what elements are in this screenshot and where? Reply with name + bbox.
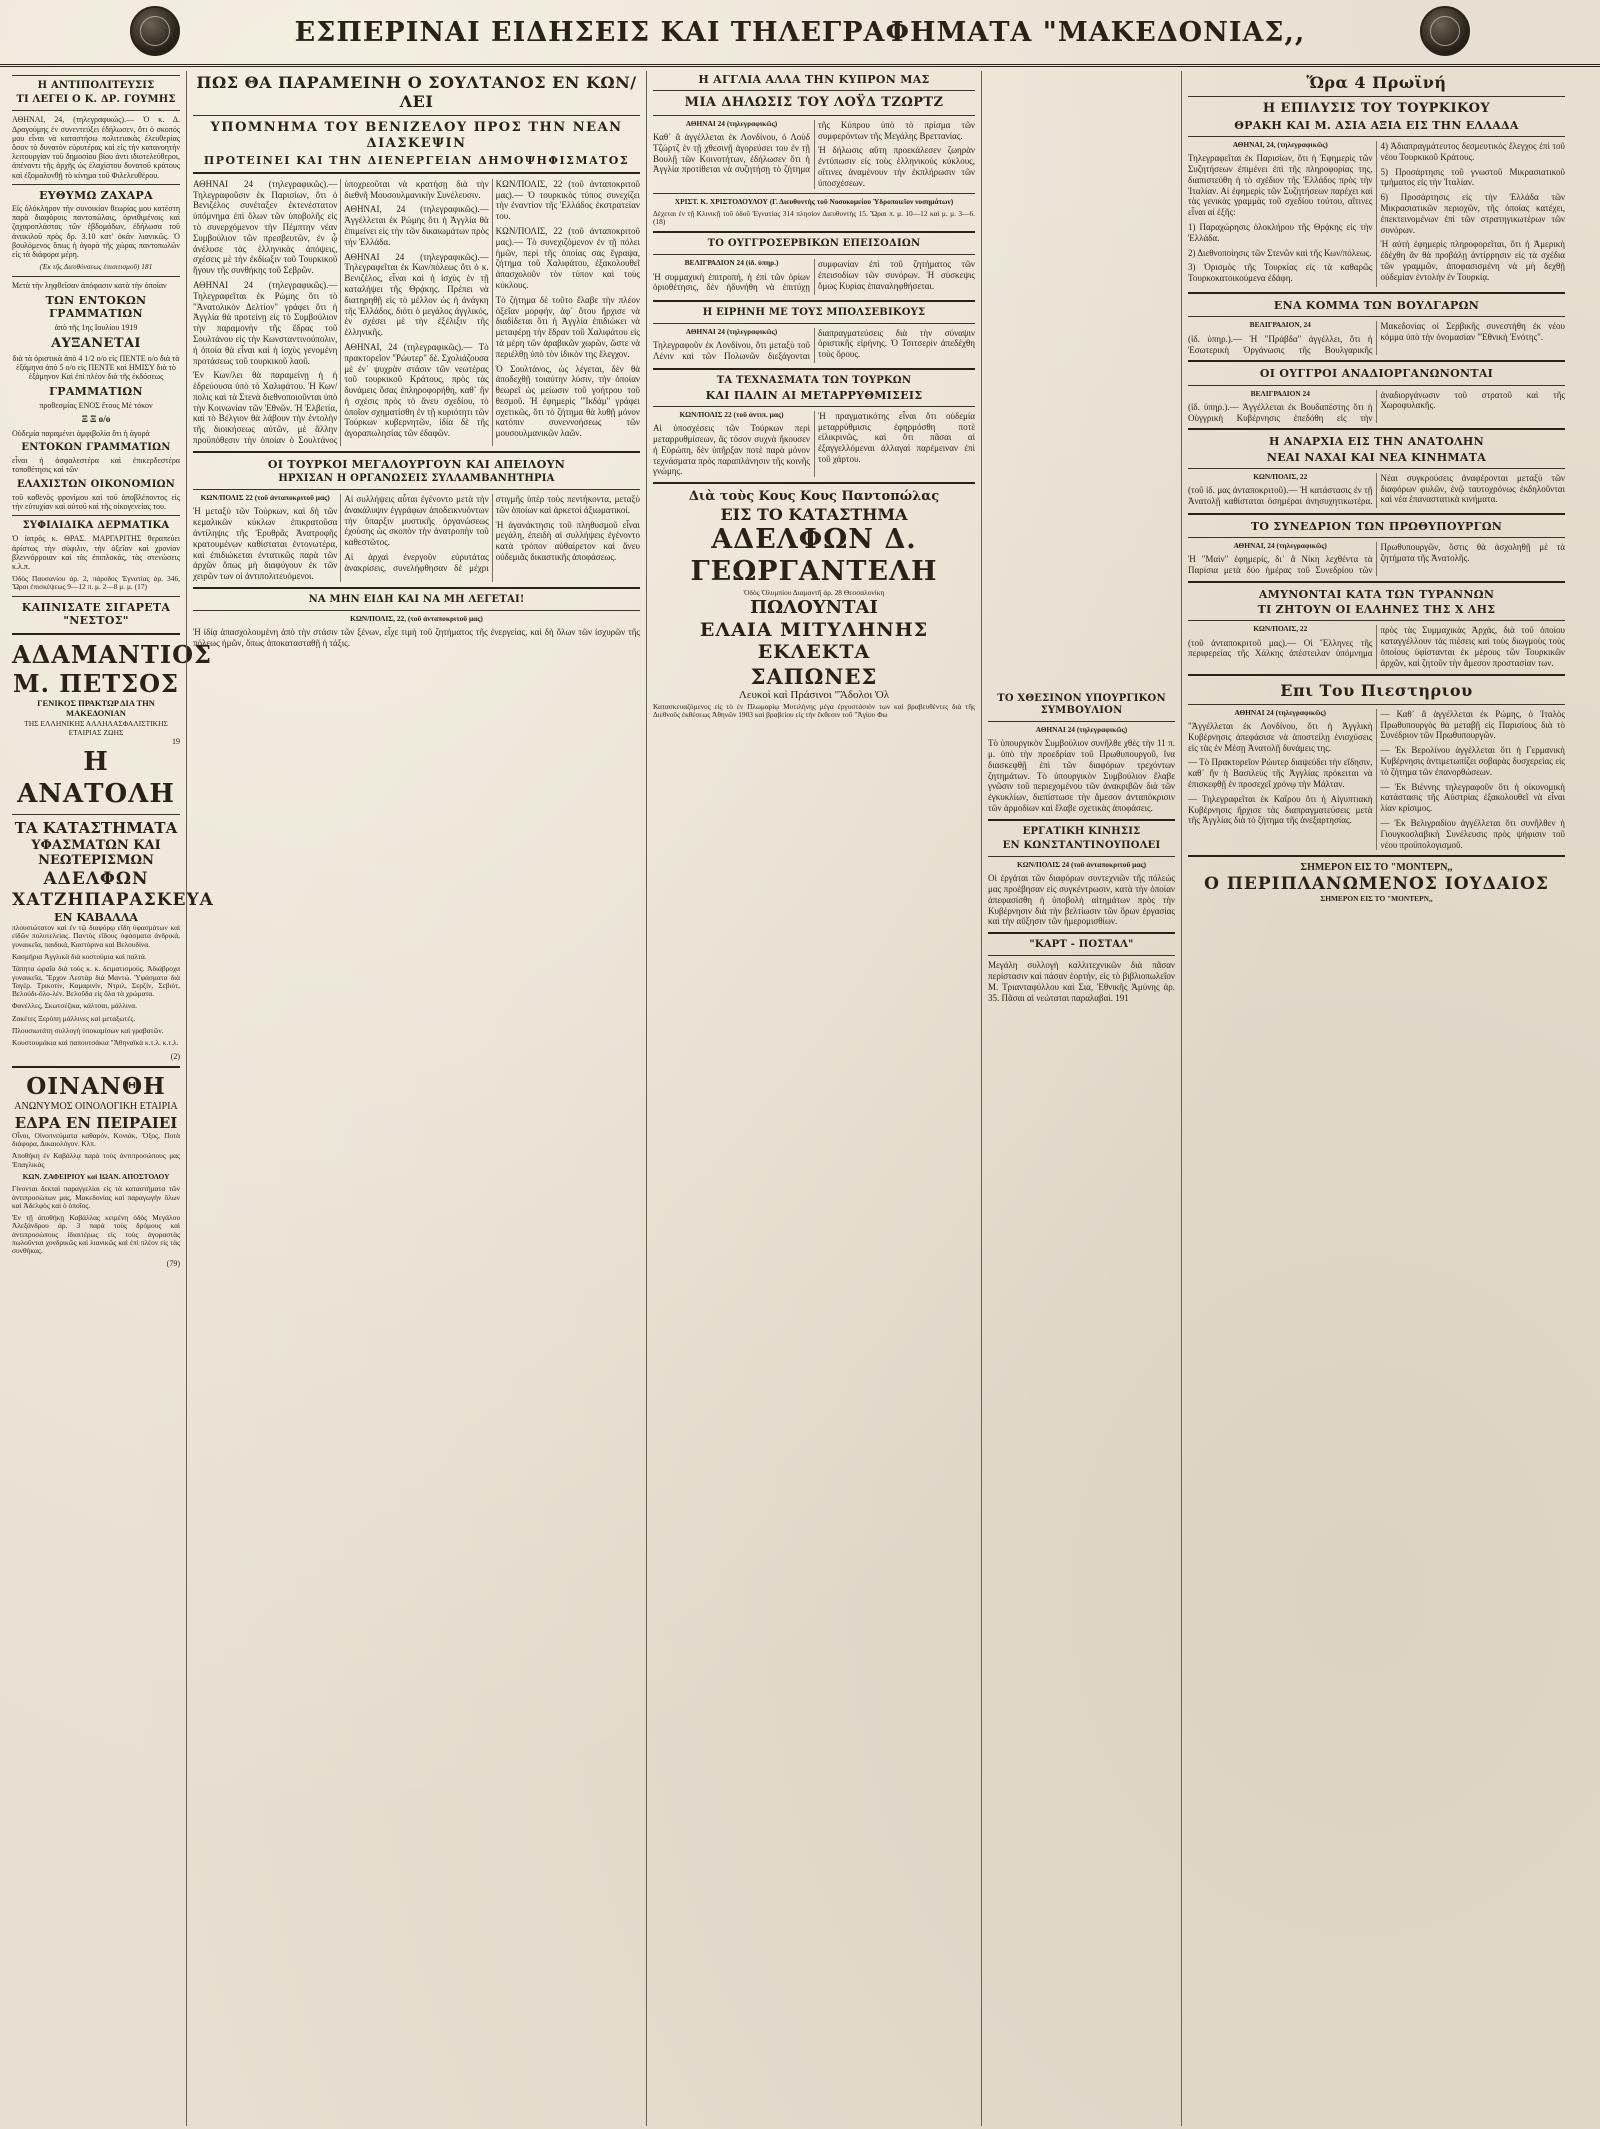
cyprus-para-2: Ἡ δήλωσις αὕτη προεκάλεσεν ζωηρὰν ἐντύπωσιν εἰς τοὺς ἑλληνικοὺς κύκλους, οἵτινες ἀναμένουν τὴν ἐκπλήρωσιν τῶν ὑποσχέσεων.: [818, 145, 975, 188]
lead-para-8: ΚΩΝ/ΠΟΛΙΣ, 22 (τοῦ ἀνταποκριτοῦ μας).— Τὸ συνεχιζόμενον ἐν τῇ πόλει ἡμῶν, περὶ τῆς ὁποίας σας ἔγραψα, ζήτημα τοῦ Χαλιφάτου, ἐξακολουθεῖ ἀπασχολοῦν τὸν τύπον καὶ τοὺς κύκλους.: [495, 225, 640, 290]
turks-subheadline: ΗΡΧΙΣΑΝ Η ΟΡΓΑΝΩΣΕΙΣ ΣΥΛΛΑΜΒΑΝΗΤΗΡΙΑ: [278, 473, 555, 485]
ad-anatoli-p6: Πλουσιωτάτη συλλογὴ ὑποκαμίσων καὶ γραβατῶν.: [12, 1025, 164, 1035]
stop-press-item-5: — Ἐκ Βερολίνου ἀγγέλλεται ὅτι ἡ Γερμανικὴ Κυβέρνησις ἀντιμετωπίζει σοβαρὰς δυσχερείας εἰς τὸ ζήτημα τῶν ἐπανορθώσεων.: [1380, 745, 1565, 777]
lead-para-9: Τὸ ζήτημα δὲ τοῦτο ἔλαβε τὴν πλέον ὀξεῖαν μορφήν, ἀφ᾽ ὅτου ἤρχισε νὰ διαδίδεται ὅτι ἡ Ἀγγλία ἐπιδιώκει νὰ μεταφέρῃ τὴν ἕδραν τοῦ Χαλιφάτου εἰς τὰ μέρη τῶν ἀραβικῶν χωρῶν, ὥστε νὰ περιέλθῃ ὑπὸ τὸν ἰδικὸν της ἔλεγχον.: [495, 294, 640, 359]
col1-para-2: Εἰς ὁλόκληρον τὴν συνοικίαν θεωρίας μου κατέστη παρὰ διαφόροις παντοπώλαις, ὀρνιθιμένοις καὶ ζαχαροπλάστας τῶν ἑβδομάδων, ἐδήλωσα τοῦ ἀνιικιλοῦ πρὸς δρ. 3.10 κατ' ὀκᾶν λιανικῶς. Ὁ βουλόμενος ὅπως ἡ ἀγορὰ τῆς χώρας παντοπωλῶν εἰς τὰ διάφορα μέρη.: [12, 204, 180, 260]
col1-head-grammation-2: ΓΡΑΜΜΑΤΙΩΝ: [49, 385, 143, 399]
ad-anatoli-p3: Τάπητα ὡραῖα διὰ τοὺς κ. κ. δειματισμούς. Ἀδιάβροχα γυναικεῖα, Ἔρχον Λεστὰρ διὰ Μαντώ. Ὑφάσματα διὰ Ταγέρ. Τρικοτίν, Καμαρινίν, Ντριλ, Σερζίν, Σεβιὸτ, Βελούδι-ὅλο-λέν. Βελοῦδα εἰς ὅλα τὰ χρώματα.: [12, 964, 180, 999]
ad-anatoli-p1: πλουσιώτατον καὶ ἐν τῷ διαφόρῳ εἴδη ὑφασμάτων καὶ εἰδῶν πολυτελείας. Παντὸς εἴδους ὑφάσματα ἀνδρικά, γυναικεῖα, παιδικά, Καστόρινα καὶ Βελουδίνα.: [12, 923, 180, 949]
col1-para-9: εἶναι ἡ ἀσφαλεστέρα καὶ ἐπικερδεστέρα τοποθέτησις καὶ τῶν: [12, 456, 180, 475]
turks-dateline: ΚΩΝ/ΠΟΛΙΣ 22 (τοῦ ἀνταποκριτοῦ μας): [200, 493, 330, 503]
page-columns: [0, 67, 1600, 2126]
cyprus-subheadline: ΜΙΑ ΔΗΛΩΣΙΣ ΤΟΥ ΛΟΫΔ ΤΖΩΡΤΖ: [684, 95, 944, 111]
turkish-point-3: 3) Ὁρισμὸς τῆς Τουρκίας εἰς τὰ καθαρῶς Τουρκοκατοικούμενα ἐδάφη.: [1188, 262, 1373, 284]
reforms-para-1: Αἱ ὑποσχέσεις τῶν Τούρκων περὶ μεταρρυθμίσεων, ἃς τόσον συχνὰ ἤκουσεν ἡ Εὐρώπη, δὲν ὑπῆρξαν ποτὲ παρὰ μόνον τεχνάσματα πρὸς παραπλάνησιν τῆς κοινῆς γνώμης.: [653, 423, 810, 477]
cyprus-dateline: ΑΘΗΝΑΙ 24 (τηλεγραφικῶς): [685, 118, 778, 128]
ad-georgantelis-body: Κατασκευαζόμενος εἰς τὸ ἐν Πλωμαρίῳ Μυτιλήνης μέγα ἐργοστάσιόν των καὶ βραβευθέντες διὰ τῆς Διεθνοῦς ἐκθέσεως Ἀθηνῶν 1903 καὶ βραβείου εἰς τὴν ἔκθεσιν τοῦ "Ἁγίου Φω: [653, 701, 975, 719]
masthead-title: ΕΣΠΕΡΙΝΑΙ ΕΙΔΗΣΕΙΣ ΚΑΙ ΤΗΛΕΓΡΑΦΗΜΑΤΑ "ΜΑΚΕΔΟΝΙΑΣ,,: [294, 16, 1306, 48]
bulgarian-party-headline: ΕΝΑ ΚΟΜΜΑ ΤΩΝ ΒΟΥΛΓΑΡΩΝ: [1273, 299, 1480, 313]
thrace-headline: ΘΡΑΚΗ ΚΑΙ Μ. ΑΣΙΑ ΑΞΙΑ ΕΙΣ ΤΗΝ ΕΛΛΑΔΑ: [1234, 118, 1519, 132]
stop-press-item-4: — Καθ᾽ ἃ ἀγγέλλεται ἐκ Ρώμης, ὁ Ἰταλὸς Πρωθυπουργὸς θὰ μεταβῇ εἰς Παρισίους διὰ τὸ Συνέδριον τῶν Πρωθυπουργῶν.: [1380, 708, 1565, 741]
bolsheviks-para-1: Τηλεγραφοῦν ἐκ Λονδίνου, ὅτι μεταξὺ τοῦ Λένιν καὶ τῶν Πολωνῶν διεξάγονται διαπραγματεύσεις διὰ τὴν σύναψιν ὁριστικῆς εἰρήνης. Ὁ Τσιτσερὶν ἀπεδέχθη τοὺς ὅρους.: [653, 327, 975, 361]
column-2: [186, 71, 646, 2126]
anarchy-dateline: ΚΩΝ/ΠΟΛΙΣ, 22: [1253, 471, 1308, 481]
ad-soaps: ΣΑΠΩΝΕΣ: [750, 664, 878, 690]
ad-for-sale: ΠΩΛΟΥΝΤΑΙ: [750, 596, 878, 618]
lead-subheadline: ΥΠΟΜΝΗΜΑ ΤΟΥ ΒΕΝΙΖΕΛΟΥ ΠΡΟΣ ΤΗΝ ΝΕΑΝ ΔΙΑΣΚΕΨΙΝ: [210, 120, 623, 151]
reforms-headline: ΤΑ ΤΕΧΝΑΣΜΑΤΑ ΤΩΝ ΤΟΥΡΚΩΝ: [716, 374, 912, 386]
ad-oinanthi-p1: Οἶνοι, Οἰνοπνεύματα καθαρόν, Κονιάκ, Ὄξος, Ποτὰ διάφορα, Δικαιολόγον. Κλπ.: [12, 1130, 180, 1149]
col1-para-6: διὰ τὰ ὁριστικὰ ἀπὸ 4 1/2 ο/ο εἰς ΠΕΝΤΕ ο/ο διὰ τὰ ἑξάμηνα ἀπὸ 5 ο/ο εἰς ΠΕΝΤΕ καὶ ΗΜΙΣΥ διὰ τὸ ἑξάμηνον Καὶ ἐπὶ πλέον διὰ τῆς ἐκδόσεως: [12, 353, 180, 381]
chalki-dateline: ΚΩΝ/ΠΟΛΙΣ, 22: [1253, 624, 1308, 634]
turkish-para-2: Ἡ αὐτὴ ἐφημερὶς πληροφορεῖται, ὅτι ἡ Ἀμερικὴ ἐδέχθη ἂν θὰ προβάλῃ ἀντίρρησιν εἰς τὰ σχέδια τῶν γραμμῶν, ἀποφασισμένη νὰ μὴ δεχθῇ οὐδεμίαν ἐντολὴν ἐν Τουρκίᾳ.: [1380, 239, 1565, 282]
ad-petsos-num: 19: [172, 737, 180, 747]
serbia-para-1: Ἡ συμμαχικὴ ἐπιτροπή, ἡ ἐπὶ τῶν ὁρίων ὁριοθέτησις, δὲν ἠδυνήθη νὰ ἐπιτύχῃ συμφωνίαν ἐπὶ τοῦ ζητήματος τῶν ἐπεισοδίων τῶν συνόρων. Ἡ σύσκεψις ὅμως Κυρίας ἐπαναληφθήσεται.: [653, 259, 975, 293]
congress-para-1: Ἡ "Μαὶν" ἐφημερίς, δι᾽ ἃ Νίκη λεχθέντα τὰ Παρίσια μετὰ δύο ἡμέρας τοῦ Συνεδρίου τῶν Πρωθυπουργῶν, ὅστις θὰ ἀσχοληθῇ μὲ τὰ ζητήματα τῆς Ἀνατολῆς.: [1188, 542, 1565, 576]
ad-store-header: ΕΙΣ ΤΟ ΚΑΤΑΣΤΗΜΑ: [720, 504, 908, 524]
ad-soap-colors: Λευκοὶ καὶ Πράσινοι "Ἄδολοι Ὀλ: [738, 689, 890, 702]
col1-source-note: (Ἐκ τῆς Διευθύνσεως ἐπισιτισμοῦ) 181: [39, 262, 153, 272]
col1-para-12: Ὁδὸς Παυσανίου ἀρ. 2, πάροδος Ἐγνατίας ἀρ. 346, Ὥραι ἐπισκέψεως 9—12 π. μ. 2—8 μ. μ. (17): [12, 574, 180, 592]
lead-para-5: ΑΘΗΝΑΙ 24 (τηλεγραφικῶς).— Τηλεγραφεῖται ἐκ Κων/πόλεως ὅτι ὁ κ. Βενιζέλος, εἶναι καὶ ἡ ἰσχὺς ἐν τῇ καταλήψει τῆς Θρᾴκης. Πρέπει νὰ διατηρηθῇ εἰς τὸ μέλλον ὡς ἡ ἀνάγκη τῆς Ἑλλάδος, διότι ὁ μεγάλος ἀγγλικός, ἐν σχέσει μὲ τὴν ἐξέλιξιν τῆς ἑλληνικῆς.: [344, 251, 489, 338]
hungarians-para-1: (ἰδ. ὑπηρ.).— Ἀγγέλλεται ἐκ Βουδαπέστης ὅτι ἡ Οὑγγρικὴ Κυβέρνησις ἐπεδόθη εἰς τὴν ἀναδιοργάνωσιν τοῦ στρατοῦ καὶ τῆς Χωροφυλακῆς.: [1188, 389, 1565, 423]
col1-head-antipolitefsis: Η ΑΝΤΙΠΟΛΙΤΕΥΣΙΣ: [37, 80, 155, 91]
column-1: [6, 71, 214, 2126]
ad-oinanthi-num: (79): [166, 1259, 180, 1269]
stop-press-item-2: — Τὸ Πρακτορεῖον Ρώυτερ διαψεύδει τὴν εἴδησιν, καθ᾽ ἣν ἡ Βασιλεὺς τῆς Ἀγγλίας πρόκειται νὰ ἐπισκεφθῇ ἐν προσεχεῖ χρόνῳ τὴν Μάλταν.: [1188, 757, 1373, 789]
turkish-point-1: 1) Παραχώρησις ὁλοκλήρου τῆς Θρᾴκης εἰς τὴν Ἑλλάδα.: [1188, 222, 1373, 243]
doctor-signature: ΧΡΙΣΤ. Κ. ΧΡΙΣΤΟΔΟΥΛΟΥ (Γ. Διευθυντὴς τοῦ Νοσοκομείου Ὑδροποιεῖον νοσημάτων): [674, 196, 954, 206]
ad-anatoli-title: Η ΑΝΑΤΟΛΗ: [17, 746, 175, 809]
col1-rate: Ξ Ξ ο/ο: [81, 413, 111, 424]
constantinople-para-1: Ἡ ἰδίᾳ ἀπασχολουμένη ἀπὸ τὴν στάσιν τῶν ξένων, εἶχε τιμὴ τοῦ ζητήματος τῆς ἐνεργείας, καὶ δὴ ὅλων τῶν ἰσχυρῶν τῆς πόλεως ἡμῶν, ὅπως ἀποκατασταθῇ ἡ τάξις.: [193, 627, 640, 648]
col1-para-8: Οὐδεμία παραμένει ἀμφιβολία ὅτι ἡ ἀγορὰ: [12, 428, 150, 438]
lead-para-1: ΑΘΗΝΑΙ 24 (τηλεγραφικῶς).— Τηλεγραφοῦσιν ἐκ Παρισίων, ὅτι ὁ Βενιζέλος συνέταξεν ἐκτενέστατον ὑπόμνημα ἐπὶ ὅλων τῶν ὑποβολῆς εἰς τὸ συνερχόμενον τὴν Πέμπτην νέαν Συμβούλιον τῶν πρεσβευτῶν, ἐν ᾧ ἀνέλυσε τὰς ἑλληνικὰς ἀπόψεις, σχέσεις μὲ τὴν ἐκδίωξιν τοῦ Τουρκικοῦ ἤγουν τῆς συνθήκης τοῦ Σεβρῶν.: [193, 178, 338, 276]
ad-georgantelis-address: Ὁδὸς Ὀλυμπίου Διαμαντῆ ἀρ. 28 Θεσσαλονίκη: [743, 587, 885, 597]
ad-anatoli-p5: Ζακέτες Ξερόπη μάλλινες καὶ μεταξωτές.: [12, 1013, 136, 1023]
hungarians-dateline: ΒΕΛΙΓΡΑΔΙΟΝ 24: [1250, 388, 1310, 398]
cyprus-para-1: Καθ᾽ ἃ ἀγγέλλεται ἐκ Λονδίνου, ὁ Λοὺδ Τζώρτζ ἐν τῇ χθεσινῇ ἀγορεύσει του ἐν τῇ Βουλῇ τῶν Κοινοτήτων, ἐδήλωσεν ὅτι ἡ Ἀγγλία προτίθεται νὰ συζητήσῃ τὸ ζήτημα τῆς Κύπρου ὑπὸ τὸ πρίσμα τῶν συμφερόντων τῆς Μεγάλης Βρεττανίας.: [653, 119, 975, 175]
ad-georgantelis-name: ΑΔΕΛΦΩΝ Δ. ΓΕΩΡΓΑΝΤΕΛΗ: [690, 523, 938, 588]
col1-head-entokon: ΕΝΤΟΚΩΝ ΓΡΑΜΜΑΤΙΩΝ: [21, 442, 171, 454]
cabinet-headline: ΤΟ ΧΘΕΣΙΝΟΝ ΥΠΟΥΡΓΙΚΟΝ ΣΥΜΒΟΥΛΙΟΝ: [997, 693, 1166, 716]
ad-olive-oil: ΕΛΑΙΑ ΜΙΤΥΛΗΝΗΣ ΕΚΛΕΚΤΑ: [699, 618, 929, 664]
turkish-dateline: ΑΘΗΝΑΙ, 24, (τηλεγραφικῶς): [1232, 139, 1328, 149]
hour-headline: Ὥρα 4 Πρωϊνή: [1306, 73, 1447, 92]
col1-head-cigarettes: ΚΑΠΝΙΣΑΤΕ ΣΙΓΑΡΕΤΑ "ΝΕΣΤΟΣ": [21, 600, 171, 628]
ad-anatoli-p4: Φανέλλες, Σκωτσέζικα, κάλτσαι, μάλλινα.: [12, 1001, 137, 1011]
anarchy-para-1: (τοῦ ἰδ. μας ἀνταποκριτοῦ).— Ἡ κατάστασις ἐν τῇ Ἀνατολῇ καθίσταται ὁσημέραι ἀνησυχητικωτέρα. Νέαι συγκρούσεις ἀναφέρονται μεταξὺ τῶν διαφόρων φυλῶν, ἐνῷ ταυτοχρόνως ἐκδηλοῦνται καὶ νέα ἐπαναστατικὰ κινήματα.: [1188, 472, 1565, 506]
column-5: [1181, 71, 1571, 2126]
ad-anatoli-p2: Κασμήρια Ἀγγλικὰ διὰ κοστούμια καὶ παλτά.: [12, 952, 147, 961]
stop-press-item-7: — Ἐκ Βελιγραδίου ἀγγέλλεται ὅτι συνῆλθεν ἡ Γιουγκοσλαβικὴ Συνέλευσις πρὸς ψήφισιν τοῦ νέου προϋπολογισμοῦ.: [1380, 817, 1565, 850]
turks-para-2: Αἱ συλλήψεις αὗται ἐγένοντο μετὰ τὴν ἀνακάλυψιν ἐγγράφων ἀποδεικνυόντων τὴν ὕπαρξιν μυστικῆς ὀργανώσεως ἐχούσης ὡς σκοπὸν τὴν ἀνατροπὴν τοῦ καθεστῶτος.: [344, 494, 489, 548]
congress-dateline: ΑΘΗΝΑΙ, 24 (τηλεγραφικῶς): [1233, 541, 1327, 551]
ad-oinanthi-title: ΟΙΝΑΝΘΗ: [26, 1073, 166, 1101]
constantinople-dateline: ΚΩΝ/ΠΟΛΙΣ, 22, (τοῦ ἀνταποκριτοῦ μας): [350, 613, 483, 623]
masthead: [0, 0, 1600, 67]
stop-press-headline: Επι Του Πιεστηριου: [1280, 680, 1473, 700]
constantinople-headline: ΝΑ ΜΗΝ ΕΙΔΗ ΚΑΙ ΝΑ ΜΗ ΛΕΓΕΤΑΙ!: [308, 593, 525, 605]
lead-para-3: Ἐν Κων/λει θὰ παραμείνῃ ἡ ἡ ἑδρεύουσα ὑπὸ τὸ Χαλιφάτου. Ἡ Κων/πολις καὶ τὰ Στενὰ διεθνοποιοῦνται ὑπὸ τὴν Κοινωνίαν τῶν Ἐθνῶν. Ἡ Ἑλβετία, καὶ τὸ Βέλγιον θὰ λάβουν τὴν ἐντολὴν τῆς διοικήσεως αὐτῶν, μὲ ἄλλην προϋπόθεσιν τὴν ὁποίαν ὁ Σουλτάνος ὑποχρεοῦται νὰ κρατήσῃ διὰ τὴν διεθνῆ Μουσουλμανικὴν Συνέλευσιν.: [193, 178, 489, 446]
stop-press-item-6: — Ἐκ Βιέννης τηλεγραφοῦν ὅτι ἡ οἰκονομικὴ κατάστασις τῆς Αὐστρίας ἐξακολουθεῖ νὰ εἶναι λίαν κρίσιμος.: [1380, 781, 1565, 814]
lead-para-2: ΑΘΗΝΑΙ 24 (τηλεγραφικῶς).— Τηλεγραφεῖται ἐκ Ρώμης ὅτι τὸ "Ἀνατολικὸν Δελτίον" γράφει ὅτι ἡ Ἀγγλία θὰ προτείνῃ εἰς τὸ Συμβούλιον τὴν παραμονὴν τῆς ἕδρας τοῦ Σουλτάνου εἰς τὴν Κωνσταντινούπολιν, ἡ ὁποία θὰ εἶναι καὶ ἡ ἰσχὺς γενομένη προτάσεως τοῦ τουρκικοῦ λαοῦ.: [193, 279, 338, 366]
ad-oinanthi-p5: Ἐν τῇ ἀποθήκῃ Καβάλλας κειμένη ὁδὸς Μεγάλου Ἀλεξάνδρου ἀρ. 3 παρὰ τοὺς δρόμους καὶ ἀντιπροσώπους ἰδιαιτέρως εἰς τοὺς ἀγοραστὰς πωλοῦνται χονδρικῶς καὶ λιανικῶς καὶ ἐπὶ πλέον εἰς τὰς συνθήκας.: [12, 1213, 180, 1256]
ad-anatoli-l1: ΤΑ ΚΑΤΑΣΤΗΜΑΤΑ: [14, 819, 178, 838]
ad-oinanthi-p3: ΚΩΝ. ΖΑΦΕΙΡΙΟΥ καὶ ΙΩΑΝ. ΑΠΟΣΤΟΛΟΥ: [22, 1171, 170, 1181]
col1-head-goumis: ΤΙ ΛΕΓΕΙ Ο Κ. ΔΡ. ΓΟΥΜΗΣ: [16, 94, 176, 106]
cinema-film-title: Ο ΠΕΡΙΠΛΑΝΩΜΕΝΟΣ ΙΟΥΔΑΙΟΣ: [1204, 874, 1549, 895]
emblem-left-icon: [130, 6, 180, 56]
stop-press-item-1: "Ἀγγέλλεται ἐκ Λονδίνου, ὅτι ἡ Ἀγγλικὴ Κυβέρνησις ἀπεφάσισε νὰ ἀποστείλῃ ἐνισχύσεις εἰς τὰς ἐν Μέσῃ Ἀνατολῇ δυνάμεις της.: [1188, 721, 1373, 753]
tyrants-headline: ΑΜΥΝΟΝΤΑΙ ΚΑΤΑ ΤΩΝ ΤΥΡΑΝΝΩΝ: [1258, 587, 1495, 601]
col1-para-5: ἀπὸ τῆς 1ης Ιουλίου 1919: [54, 322, 138, 332]
serbia-dateline: ΒΕΛΙΓΡΑΔΙΟΝ 24 (ἰδ. ὑπηρ.): [684, 258, 779, 268]
col1-head-dermatika: ΣΥΦΙΛΙΔΙΚΑ ΔΕΡΜΑΤΙΚΑ: [22, 520, 170, 532]
anarchy-headline: Η ΑΝΑΡΧΙΑ ΕΙΣ ΤΗΝ ΑΝΑΤΟΛΗΝ: [1269, 435, 1484, 449]
lead-para-4: ΑΘΗΝΑΙ, 24 (τηλεγραφικῶς).— Ἀγγέλλεται ἐκ Ρώμης ὅτι ἡ Ἀγγλία θὰ ἐπιμείνει εἰς τὴν τῶν δικαιωμάτων πρὸς τὴν Ἑλλάδα.: [344, 204, 489, 247]
col1-para-11: Ὁ ἰατρὸς κ. ΘΡΑΣ. ΜΑΡΓΑΡΙΤΗΣ θεραπεύει ἀρίστως τὴν σύφιλιν, τὴν ὀξεῖαν καὶ χρονίαν βλεννόρροιαν καὶ τὰς ἐπιπλοκάς, τὰς στενώσεις κ.λ.π.: [12, 534, 180, 571]
reforms-dateline: ΚΩΝ/ΠΟΛΙΣ 22 (τοῦ ἀντιπ. μας): [679, 409, 784, 419]
ad-anatoli-l2: ΥΦΑΣΜΑΤΩΝ ΚΑΙ ΝΕΩΤΕΡΙΣΜΩΝ: [31, 837, 161, 869]
column-3: [646, 71, 981, 2126]
col1-para-4: Μετὰ τὴν ληφθεῖσαν ἀπόφασιν κατὰ τὴν ὁποίαν: [12, 280, 167, 290]
ad-petsos-sub2: ΤΗΣ ΕΛΛΗΝΙΚΗΣ ΑΛΛΗΛΑΣΦΑΛΙΣΤΙΚΗΣ ΕΤΑΙΡΙΑΣ ΖΩΗΣ: [24, 718, 168, 737]
doctor-hours: Δέχεται ἐν τῇ Κλινικῇ τοῦ ὁδοῦ Ἐγνατίας 314 πλησίον Διευθυντὴς 15. Ὥραι π. μ. 10—12 καὶ μ. μ. 3—6. (18): [653, 208, 975, 227]
turkish-point-6: 6) Προσάρτησις εἰς τὴν Ἑλλάδα τῶν Μικρασιατικῶν περιοχῶν, τῆς ὁποίας κατέχει, ἐπεκτεινομένων ἐπὶ τῶν στρατηγικωτέρων τῶν συνόρων.: [1380, 192, 1565, 235]
ad-oinanthi-l2: ΕΔΡΑ ΕΝ ΠΕΙΡΑΙΕΙ: [14, 1113, 178, 1132]
hungarians-headline: ΟΙ ΟΥΓΓΡΟΙ ΑΝΑΔΙΟΡΓΑΝΩΝΟΝΤΑΙ: [1259, 367, 1494, 381]
stop-press-item-3: — Τηλεγραφεῖται ἐκ Καΐρου ὅτι ἡ Αἰγυπτιακὴ Κυβέρνησις ἤρχισε τὰς διαπραγματεύσεις μετὰ τῆς Ἀγγλίας διὰ τὸ ζήτημα τῆς ἀνεξαρτησίας.: [1188, 793, 1373, 826]
reforms-para-2: Ἡ πραγματικότης εἶναι ὅτι οὐδεμία μεταρρύθμισις ἐφηρμόσθη ποτὲ εἰλικρινῶς, καὶ ὅτι πᾶσαι αἱ ἐξαγγελλόμεναι ἀλλαγαὶ παρέμειναν ἐπὶ τοῦ χάρτου.: [818, 410, 975, 465]
bulgarian-para-1: (ἰδ. ὑπηρ.).— Ἡ "Πράβδα" ἀγγέλλει, ὅτι ἡ Ἐσωτερικὴ Ὀργάνωσις τῆς Βουλγαρικῆς Μακεδονίας οἱ Σερβικῆς συνεστήθη ἐκ νέου κόμμα ὑπὸ τὴν ὀνομασίαν "Ἐθνικὴ Ἑνότης".: [1188, 321, 1565, 355]
turkish-para-1: Τηλεγραφεῖται ἐκ Παρισίων, ὅτι ἡ Ἐφημερὶς τῶν Συζητήσεων ἐπιμένει ἐπὶ τῆς πληροφορίας της, διαπιστεύθη ἡ τὸ σχέδιον τῆς Ἑλλάδος πρὸς τὴν Ἰταλίαν. Αἱ ἐφημερὶς τῶν Συζητήσεων παρέχει καὶ τὰς γενικὰς γραμμὰς τοῦ σχεδίου τούτου, αἵτινες εἶναι αἱ ἑξῆς:: [1188, 153, 1373, 218]
turks-para-1: Ἡ μεταξὺ τῶν Τούρκων, καὶ δὴ τῶν κεμαλικῶν κύκλων ἐπικρατοῦσα ἀντίληψις τῆς Ἐρυθρᾶς Ἀνατροφῆς κρατουμένων καθίσταται ἐντονωτέρα, καὶ ἐπιδιώκεται ἐντατικῶς παρὰ τῶν ἀρχῶν ὅπως μὴ διαφύγουν ἐκ τῶν χειρῶν των οἱ ἀντιπολιτευόμενοι.: [193, 506, 338, 582]
ad-petsos-name: ΑΔΑΜΑΝΤΙΟΣ Μ. ΠΕΤΣΟΣ: [12, 639, 212, 698]
cyprus-headline: Η ΑΓΓΛΙΑ ΑΛΛΑ ΤΗΝ ΚΥΠΡΟΝ ΜΑΣ: [698, 73, 930, 86]
chalki-headline: ΤΙ ΖΗΤΟΥΝ ΟΙ ΕΛΛΗΝΕΣ ΤΗΣ Χ ΛΗΣ: [1257, 603, 1496, 617]
labour-para-1: Οἱ ἐργάται τῶν διαφόρων συντεχνιῶν τῆς πόλεώς μας προέβησαν εἰς συγκέντρωσιν, κατὰ τὴν ὁποίαν ἀπεφασίσθη ἡ ὑποβολὴ αἰτημάτων πρὸς τὴν Κυβέρνησιν διὰ τὴν βελτίωσιν τῶν ὅρων ἐργασίας καὶ τὴν αὔξησιν τῶν ἡμερομισθίων.: [988, 873, 1175, 927]
ad-anatoli-l4: ΕΝ ΚΑΒΑΛΛΑ: [54, 910, 138, 924]
ad-oinanthi-p2: Ἀποθήκη ἐν Καβάλλᾳ παρὰ τοὺς ἀντιπροσώπους μας Ἐπαγλικὰς: [12, 1151, 180, 1169]
labour-subheadline: ΕΝ ΚΩΝΣΤΑΝΤΙΝΟΥΠΟΛΕΙ: [1002, 839, 1161, 851]
col1-head-grammation: ΤΩΝ ΕΝΤΟΚΩΝ ΓΡΑΜΜΑΤΙΩΝ: [45, 293, 147, 321]
col1-head-oikonomion: ΕΛΑΧΙΣΤΩΝ ΟΙΚΟΝΟΜΙΩΝ: [16, 478, 176, 490]
postcard-para-1: Μεγάλη συλλογὴ καλλιτεχνικῶν διὰ πᾶσαν περίστασιν καὶ πάσαν ἑορτήν, εἰς τὸ βιβλιοπωλεῖον Μ. Τριανταφύλλου καὶ Σια, Ἐθνικῆς Ἀμύνης ἀρ. 35. Πᾶσαι αἱ νεώταται παραλαβαί. 191: [988, 960, 1175, 1003]
cabinet-dateline: ΑΘΗΝΑΙ 24 (τηλεγραφικῶς): [1035, 725, 1128, 734]
anarchy-subheadline: ΝΕΑΙ ΝΑΧΑΙ ΚΑΙ ΝΕΑ ΚΙΝΗΜΑΤΑ: [1266, 450, 1487, 464]
turks-headline: ΟΙ ΤΟΥΡΚΟΙ ΜΕΓΑΛΟΥΡΓΟΥΝ ΚΑΙ ΑΠΕΙΛΟΥΝ: [267, 457, 566, 471]
ad-anatoli-p7: Κουστουμάκια καὶ παπουτσάκια "Ἀθηναϊκὰ κ.τ.λ. κ.τ.λ.: [12, 1038, 179, 1048]
ad-oinanthi-sub: ΑΝΩΝΥΜΟΣ ΟΙΝΟΛΟΓΙΚΗ ΕΤΑΙΡΙΑ: [14, 1101, 178, 1113]
cabinet-para-1: Τὸ ὑπουργικὸν Συμβούλιον συνῆλθε χθὲς τὴν 11 π. μ. ὑπὸ τὴν προεδρίαν τοῦ Πρωθυπουργοῦ, ἵνα διασκεφθῇ ἐπὶ τῶν διαφόρων τρεχόντων ζητημάτων. Τὸ ὑπουργικὸν Συμβούλιον ἔλαβε γνῶσιν τοῦ περιεχομένου τῶν ἀνακριβῶν διὰ τῶν ἐγκυκλίων, διεπίστωσε τὴν ἄμεσον ἀνταπόκρισιν τῶν ἁρμοδίων καὶ ἔλαβε σχετικὰς ἀποφάσεις.: [988, 738, 1175, 814]
turkish-point-4: 4) Ἀδιαπραγμάτευτος δεσμευτικὸς ἔλεγχος ἐπὶ τοῦ νέου Τουρκικοῦ Κράτους.: [1380, 140, 1565, 162]
serbia-headline: ΤΟ ΟΥΓΓΡΟΣΕΡΒΙΚΩΝ ΕΠΕΙΣΟΔΙΩΝ: [707, 238, 921, 250]
labour-dateline: ΚΩΝ/ΠΟΛΙΣ 24 (τοῦ ἀνταποκριτοῦ μας): [1016, 859, 1147, 869]
lead-para-6: ΑΘΗΝΑΙ, 24 (τηλεγραφικῶς).— Τὸ πρακτορεῖον "Ρώυτερ" δὲ. Σχολιάζουσα μὲ ἐν᾽ ψυχρὰν στάσιν τῶν νεωτέρας τοῦ τουρκικοῦ Κράτους, πρὸς τὰς δυνάμεις ὅσας ἐπληροφορήθη, καθ᾽ ἣν ἡ σχέσις πρὸς τὸ ἄνευ σχεδίου, τὸ ὁποῖον σχηματίσθη ἐν τῇ κυριότητι τῶν Τούρκων κυβερνητῶν, ἰδία δὲ τῆς ἀγοραπωλησίας τῶν ἐδαφῶν.: [344, 341, 489, 439]
col1-head-zachara: ΕΥΘΥΜΩ ΖΑΧΑΡΑ: [39, 188, 153, 202]
labour-headline: ΕΡΓΑΤΙΚΗ ΚΙΝΗΣΙΣ: [1022, 825, 1141, 837]
emblem-right-icon: [1420, 6, 1470, 56]
chalki-para-1: (τοῦ ἀνταποκριτοῦ μας).— Οἱ Ἕλληνες τῆς περιφερείας τῆς Χάλκης ἀπέστειλαν ὑπόμνημα πρὸς τὰς Συμμαχικὰς Ἀρχάς, διὰ τοῦ ὁποίου καταγγέλλουν τὰς πιέσεις καὶ τοὺς διωγμοὺς τοὺς ὁποίους ὑφίστανται ἐκ μέρους τῶν Τουρκικῶν ἀρχῶν, καὶ ζητοῦν τὴν ἄμεσον προστασίαν των.: [1188, 625, 1565, 668]
lead-para-7: ΚΩΝ/ΠΟΛΙΣ, 22 (τοῦ ἀνταποκριτοῦ μας).— Ὁ τουρκικὸς τύπος συνεχίζει τὴν ἐναντίον τῆς Ἑλλάδος ἐκστρατείαν του.: [495, 178, 640, 222]
col1-para-10: τοῦ καθενὸς φρονίμου καὶ τοῦ ἀποβλέποντος εἰς τὴν εὐτυχίαν καὶ αὐτοῦ καὶ τῆς οἰκογενείας του.: [12, 492, 180, 512]
cinema-today-label: ΣΗΜΕΡΟΝ ΕΙΣ ΤΟ "ΜΟΝΤΕΡΝ,,: [1300, 862, 1453, 874]
postcard-headline: "ΚΑΡΤ - ΠΟΣΤΑΛ": [1029, 939, 1134, 951]
col1-para-1: ΑΘΗΝΑΙ, 24, (τηλεγραφικώς).— Ὁ κ. Δ. Δραγούμης ἐν συνεντεύξει ἐδήλωσεν, ὅτι ὁ σκοπός μου εἶναι νὰ καταστήσω πολιτειακὰς ἐλευθερίας ὅσον τὸ δυνατὸν εὐρυτέρας καὶ εἰς τὴν κατανοητὴν λειτουργίαν τοῦ δημοσίου βίου ἀντι ιδιοτελεύθεροι, ἀπέναντι τῆς ἀρχῆς ὡς ἐλαχίστου δυνατοῦ κράτους καὶ ἐξομαλυνθῇ τὸ κίνημα τοῦ Φιλελευθέρου.: [12, 115, 180, 180]
turkish-point-5: 5) Προσάρτησις τοῦ γνωστοῦ Μικρασιατικοῦ τμήματος εἰς τὴν Ἰταλίαν.: [1380, 166, 1565, 188]
col1-head-afxanetai: ΑΥΞΑΝΕΤΑΙ: [51, 335, 141, 351]
ad-oinanthi-p4: Γίνονται δεκταὶ παραγγελίαι εἰς τὰ καταστήματα τῶν ἀντιπροσώπων μας, Μακεδονίας καὶ παραγωγὴν ὅλων καὶ Ἀδελφὸς καὶ ὁ ὁποῖος.: [12, 1184, 180, 1210]
stop-press-dateline: ΑΘΗΝΑΙ 24 (τηλεγραφικῶς): [1234, 707, 1326, 717]
bolsheviks-headline: Η ΕΙΡΗΝΗ ΜΕ ΤΟΥΣ ΜΠΟΛΣΕΒΙΚΟΥΣ: [702, 306, 926, 318]
turkish-solution-headline: Η ΕΠΙΛΥΣΙΣ ΤΟΥ ΤΟΥΡΚΙΚΟΥ: [1262, 101, 1491, 117]
turkish-point-2: 2) Διεθνοποίησις τῶν Στενῶν καὶ τῆς Κων/πόλεως.: [1188, 247, 1372, 258]
bulgarian-dateline: ΒΕΛΙΓΡΑΔΙΟΝ, 24: [1249, 320, 1311, 330]
lead-subheadline-2: ΠΡΟΤΕΙΝΕΙ ΚΑΙ ΤΗΝ ΔΙΕΝΕΡΓΕΙΑΝ ΔΗΜΟΨΗΦΙΣΜΑΤΟΣ: [203, 153, 630, 167]
lead-headline: ΠΩΣ ΘΑ ΠΑΡΑΜΕΙΝΗ Ο ΣΟΥΛΤΑΝΟΣ ΕΝ ΚΩΝ/ΛΕΙ: [196, 73, 637, 112]
ad-grocers-line: Διὰ τοὺς Κους Κους Παντοπώλας: [688, 489, 940, 505]
ad-anatoli-num: (2): [170, 1051, 180, 1061]
ad-anatoli-l3: ΑΔΕΛΦΩΝ ΧΑΤΖΗΠΑΡΑΣΚΕΥΑ: [12, 869, 214, 911]
turks-para-3: Αἱ ἀρχαὶ ἐνεργοῦν εὐρυτάτας ἀνακρίσεις, συνελήφθησαν δὲ μέχρι στιγμῆς ὑπὲρ τοὺς πεντήκοντα, μεταξὺ τῶν ὁποίων καὶ ἀρκετοὶ ἀξιωματικοί.: [344, 494, 640, 573]
bolsheviks-dateline: ΑΘΗΝΑΙ 24 (τηλεγραφικῶς): [685, 326, 778, 336]
column-4: [981, 71, 1181, 2126]
reforms-subheadline: ΚΑΙ ΠΑΛΙΝ ΑΙ ΜΕΤΑΡΡΥΘΜΙΣΕΙΣ: [705, 388, 923, 402]
ad-petsos-sub1: ΓΕΝΙΚΟΣ ΠΡΑΚΤΩΡ ΔΙΑ ΤΗΝ ΜΑΚΕΔΟΝΙΑΝ: [37, 698, 155, 719]
congress-headline: ΤΟ ΣΥΝΕΔΡΙΟΝ ΤΩΝ ΠΡΩΘΥΠΟΥΡΓΩΝ: [1250, 519, 1503, 533]
col1-para-7: προθεσμίας ΕΝΟΣ ἔτους Μὲ τόκον: [39, 400, 153, 410]
lead-para-10: Ὁ Σουλτάνος, ὡς λέγεται, δὲν θὰ ἀποδεχθῇ τοιαύτην λύσιν, τὴν ὁποίαν θεωρεῖ ὡς μείωσιν τοῦ γοήτρου τοῦ θεσμοῦ. Ἡ ἐφημερὶς "Ἰκδάμ" γράφει σχετικῶς, ὅτι τὸ ζήτημα θὰ λυθῇ μόνον κατόπιν συνεννοήσεως τῶν μουσουλμανικῶν λαῶν.: [495, 363, 640, 439]
turks-para-4: Ἡ ἀγανάκτησις τοῦ πληθυσμοῦ εἶναι μεγάλη, ἐπειδὴ αἱ συλλήψεις ἐγένοντο κατὰ τρόπον αὐθαίρετον καὶ ἄνευ οὐδεμιᾶς δικαστικῆς ἀποφάσεως.: [495, 519, 640, 563]
cinema-today-label-2: ΣΗΜΕΡΟΝ ΕΙΣ ΤΟ "ΜΟΝΤΕΡΝ,,: [1320, 893, 1433, 903]
